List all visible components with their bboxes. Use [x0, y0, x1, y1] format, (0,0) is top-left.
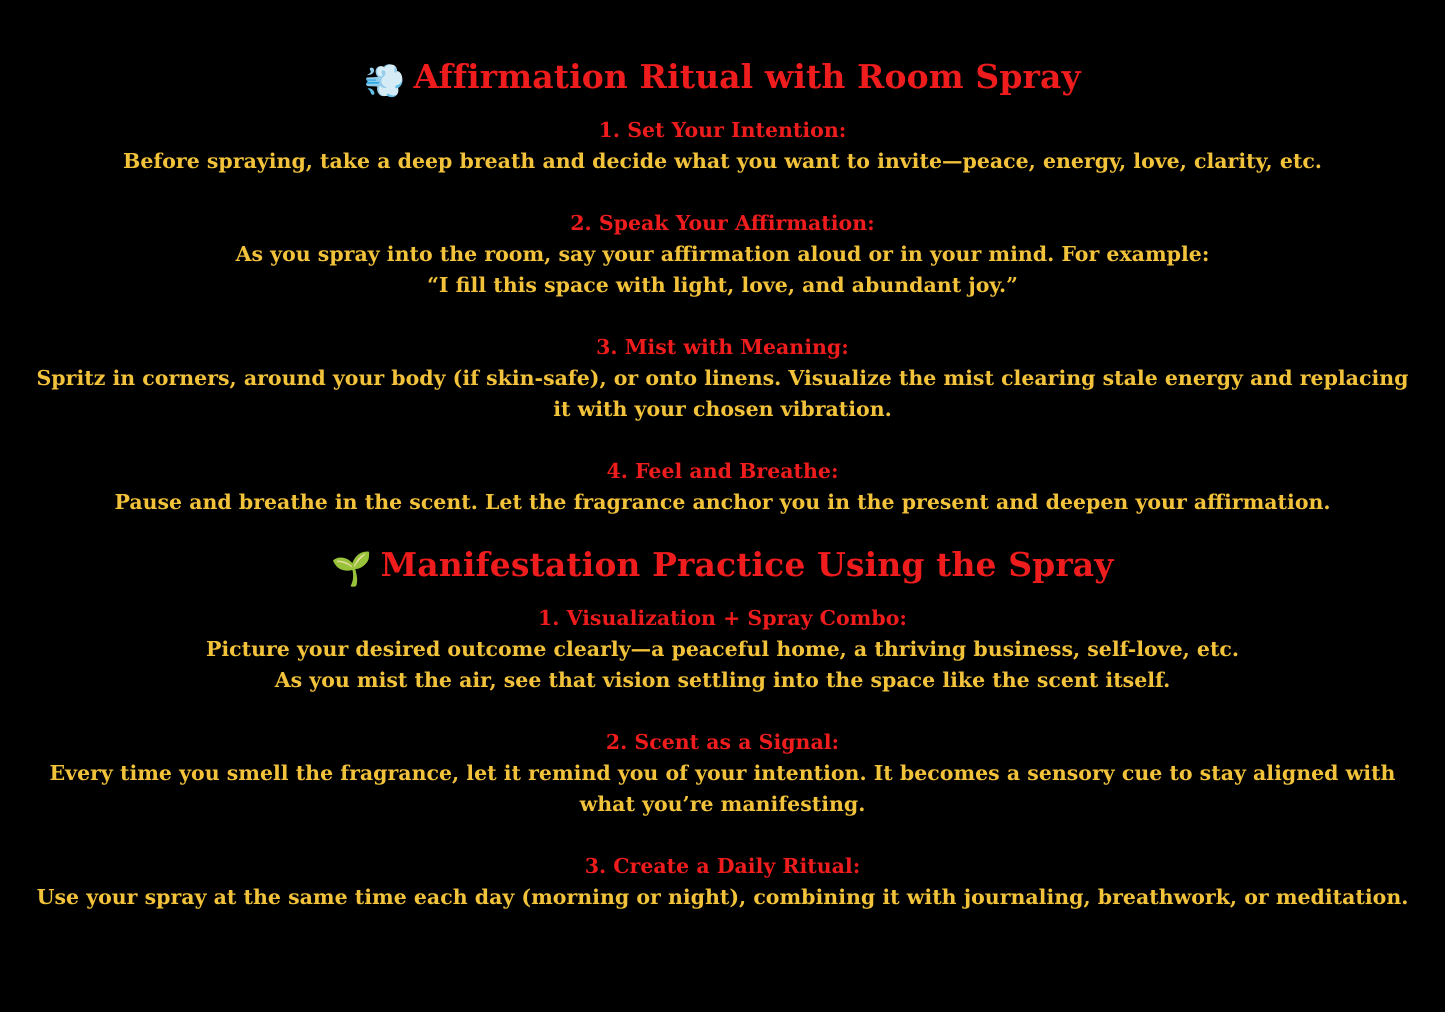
step-body-line: As you spray into the room, say your affirmation aloud or in your mind. For example:: [235, 242, 1210, 266]
step-body: [0, 634, 1445, 696]
step-body: [0, 758, 1445, 820]
step-body: [0, 146, 1445, 177]
step-body-line: Picture your desired outcome clearly—a peaceful home, a thriving business, self-love, etc.: [205, 637, 1240, 661]
step-body-line: Spritz in corners, around your body (if skin-safe), or onto linens. Visualize the mist clearing stale energy and replacing it with your chosen vibration.: [36, 366, 1409, 421]
step-body: [0, 239, 1445, 301]
step-body-line: Before spraying, take a deep breath and decide what you want to invite—peace, energy, love, clarity, etc.: [123, 149, 1322, 173]
step-title: 3. Mist with Meaning:: [596, 335, 849, 359]
step-title: 3. Create a Daily Ritual:: [584, 854, 861, 878]
step-visualization-spray-combo: [0, 603, 1445, 696]
step-title: 2. Speak Your Affirmation:: [570, 211, 875, 235]
step-body: [0, 487, 1445, 518]
step-body-line: Pause and breathe in the scent. Let the fragrance anchor you in the present and deepen your affirmation.: [114, 490, 1331, 514]
step-mist-with-meaning: [0, 332, 1445, 425]
step-body: [0, 882, 1445, 913]
step-title: 2. Scent as a Signal:: [605, 730, 840, 754]
section-title-text: Affirmation Ritual with Room Spray: [413, 57, 1081, 96]
step-body-quote: “I fill this space with light, love, and abundant joy.”: [427, 273, 1018, 297]
step-title: 4. Feel and Breathe:: [606, 459, 839, 483]
step-scent-as-signal: [0, 727, 1445, 820]
seedling-icon: 🌱: [331, 549, 373, 588]
step-speak-affirmation: [0, 208, 1445, 301]
step-feel-and-breathe: [0, 456, 1445, 518]
step-body-line: Use your spray at the same time each day (morning or night), combining it with journaling, breathwork, or meditation.: [36, 885, 1409, 909]
manifestation-practice-section: [0, 541, 1445, 913]
step-set-intention: [0, 115, 1445, 177]
section-title: [0, 541, 1445, 593]
affirmation-ritual-section: [0, 53, 1445, 518]
step-create-daily-ritual: [0, 851, 1445, 913]
step-title: 1. Visualization + Spray Combo:: [538, 606, 907, 630]
step-title: 1. Set Your Intention:: [598, 118, 847, 142]
step-body: [0, 363, 1445, 425]
step-body-line: As you mist the air, see that vision settling into the space like the scent itself.: [274, 668, 1171, 692]
section-title: [0, 53, 1445, 105]
dash-cloud-icon: 💨: [364, 61, 406, 100]
section-title-text: Manifestation Practice Using the Spray: [380, 545, 1114, 584]
step-body-line: Every time you smell the fragrance, let it remind you of your intention. It becomes a sensory cue to stay aligned with what you’re manifesting.: [49, 761, 1396, 816]
